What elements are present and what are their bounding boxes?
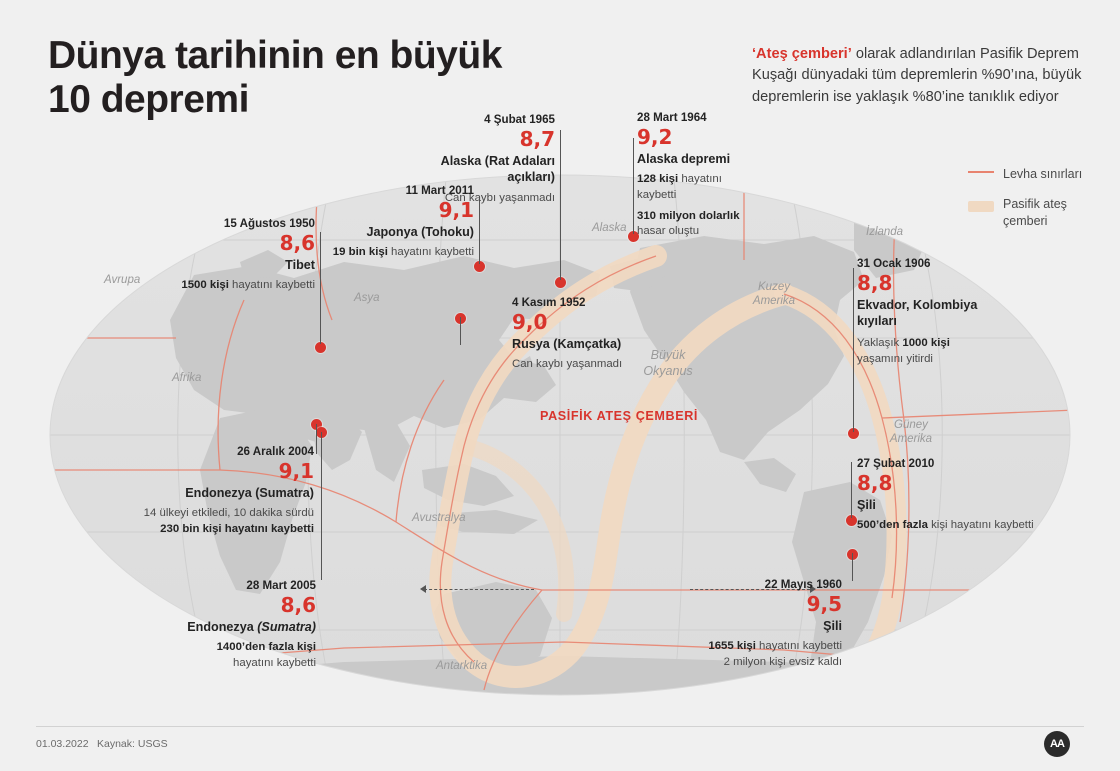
legend-label-plate-boundaries: Levha sınırları [1003, 167, 1083, 181]
geo-label-avrupa: Avrupa [104, 274, 141, 286]
geo-label-alaska: Alaska [592, 222, 627, 234]
callout-date: 4 Kasım 1952 [512, 296, 586, 309]
geo-label-kuzey-amerika: Kuzey Amerika [752, 281, 796, 308]
legend-label-ring-of-fire: Pasifik ateş çemberi [1003, 197, 1067, 228]
footer-source: Kaynak: USGS [97, 738, 168, 750]
ring-of-fire-arrow-left [424, 589, 534, 591]
geo-label-avustralya: Avustralya [412, 512, 466, 524]
leader-endonezya-2004 [316, 424, 317, 454]
ring-of-fire-label: PASİFİK ATEŞ ÇEMBERİ [540, 409, 699, 423]
leader-sili-1960 [852, 553, 853, 581]
callout-sili-1960 [660, 577, 842, 670]
callout-detail-1: Can kaybı yaşanmadı [444, 192, 555, 205]
callout-place: Alaska depremi [637, 151, 731, 166]
callout-detail-1: 128 kişi hayatını kaybetti [637, 173, 722, 201]
callout-detail-2: 230 bin kişi hayatını kaybetti [160, 522, 314, 535]
callout-magnitude: 9,2 [637, 124, 673, 149]
callout-tibet-1950 [180, 216, 315, 294]
callout-endonezya-2004 [128, 444, 314, 537]
callout-ekvador-1906 [857, 256, 997, 367]
callout-detail-1: 500’den fazla kişi hayatını kaybetti [857, 519, 1034, 532]
intro-highlight: ‘Ateş çemberi’ [752, 46, 852, 62]
geo-label-asya: Asya [354, 292, 380, 304]
geo-label-guney-amerika: Güney Amerika [889, 419, 933, 446]
callout-magnitude: 8,8 [857, 470, 893, 495]
callout-place: Rusya (Kamçatka) [512, 336, 622, 351]
callout-date: 28 Mart 2005 [246, 579, 316, 592]
callout-magnitude: 8,6 [280, 592, 316, 617]
leader-endonezya-2005 [321, 432, 322, 580]
callout-magnitude: 9,5 [806, 591, 842, 616]
intro-rest: olarak adlandırılan Pasifik Deprem Kuşağı dünyadaki tüm depremlerin %90’ına, büyük depremlerin ise yaklaşık %80’ine tanıklık ediyor [752, 46, 1082, 105]
page-title-line2: 10 depremi [48, 77, 249, 121]
callout-detail-1: 19 bin kişi hayatını kaybetti [332, 246, 474, 259]
footer-date: 01.03.2022 [36, 738, 89, 750]
callout-detail-1: 1500 kişi hayatını kaybetti [181, 279, 315, 292]
callout-date: 4 Şubat 1965 [484, 113, 555, 126]
callout-detail-2: 2 milyon kişi evsiz kaldı [723, 655, 842, 668]
page-title-line1: Dünya tarihinin en büyük [48, 34, 502, 77]
callout-magnitude: 8,6 [279, 230, 315, 255]
callout-place: Şili [857, 497, 876, 512]
callout-detail-1: 1655 kişi hayatını kaybetti [708, 640, 842, 653]
page-title [48, 34, 688, 121]
leader-ekvador-1906 [853, 268, 854, 432]
callout-magnitude: 8,7 [519, 126, 555, 151]
callout-date: 27 Şubat 2010 [857, 457, 935, 470]
ring-of-fire-arrowhead-left [420, 585, 426, 593]
callout-date: 31 Ocak 1906 [857, 257, 931, 270]
callout-date: 28 Mart 1964 [637, 111, 707, 124]
callout-place: Şili [823, 618, 842, 633]
callout-detail-1: Yaklaşık 1000 kişi yaşamını yitirdi [857, 337, 950, 365]
leader-alaska-1965 [560, 130, 561, 280]
callout-magnitude: 9,0 [512, 309, 548, 334]
callout-magnitude: 9,1 [438, 197, 474, 222]
callout-detail-1: Can kaybı yaşanmadı [512, 358, 623, 371]
callout-place: Tibet [285, 257, 315, 272]
callout-detail-1: 14 ülkeyi etkiledi, 10 dakika sürdü [143, 507, 314, 520]
intro-paragraph [752, 44, 1082, 108]
leader-sili-2010 [851, 462, 852, 518]
callout-date: 15 Ağustos 1950 [223, 217, 315, 230]
leader-tibet-1950 [320, 232, 321, 344]
callout-date: 11 Mart 2011 [405, 184, 474, 197]
footer-divider [36, 726, 1084, 727]
callout-sili-2010 [857, 456, 1037, 534]
geo-label-antarktika: Antarktika [436, 660, 488, 672]
callout-place: Endonezya (Sumatra) [187, 619, 316, 634]
leader-japonya-2011 [479, 200, 480, 264]
leader-alaska-1964 [633, 138, 634, 234]
callout-place: Japonya (Tohoku) [366, 224, 474, 239]
callout-alaska-1964 [637, 110, 757, 240]
callout-magnitude: 8,8 [857, 270, 893, 295]
leader-rusya-1952 [460, 317, 461, 345]
geo-label-buyuk-okyanus: Büyük Okyanus [643, 348, 693, 378]
callout-rusya-1952 [512, 295, 642, 373]
geo-label-izlanda: İzlanda [866, 226, 904, 238]
callout-place: Ekvador, Kolombiya kıyıları [857, 297, 978, 329]
callout-endonezya-2005 [150, 578, 316, 671]
aa-logo: AA [1044, 731, 1070, 757]
callout-place: Endonezya (Sumatra) [185, 485, 314, 500]
callout-place: Alaska (Rat Adaları açıkları) [440, 153, 555, 185]
geo-label-afrika: Afrika [172, 372, 202, 384]
callout-magnitude: 9,1 [278, 458, 314, 483]
callout-date: 22 Mayıs 1960 [764, 578, 842, 591]
callout-detail-2: 310 milyon dolarlık hasar oluştu [637, 209, 740, 238]
callout-detail-1: 1400’den fazla kişi hayatını kaybetti [216, 641, 316, 669]
callout-date: 26 Aralık 2004 [237, 445, 314, 458]
callout-japonya-2011 [330, 183, 474, 261]
